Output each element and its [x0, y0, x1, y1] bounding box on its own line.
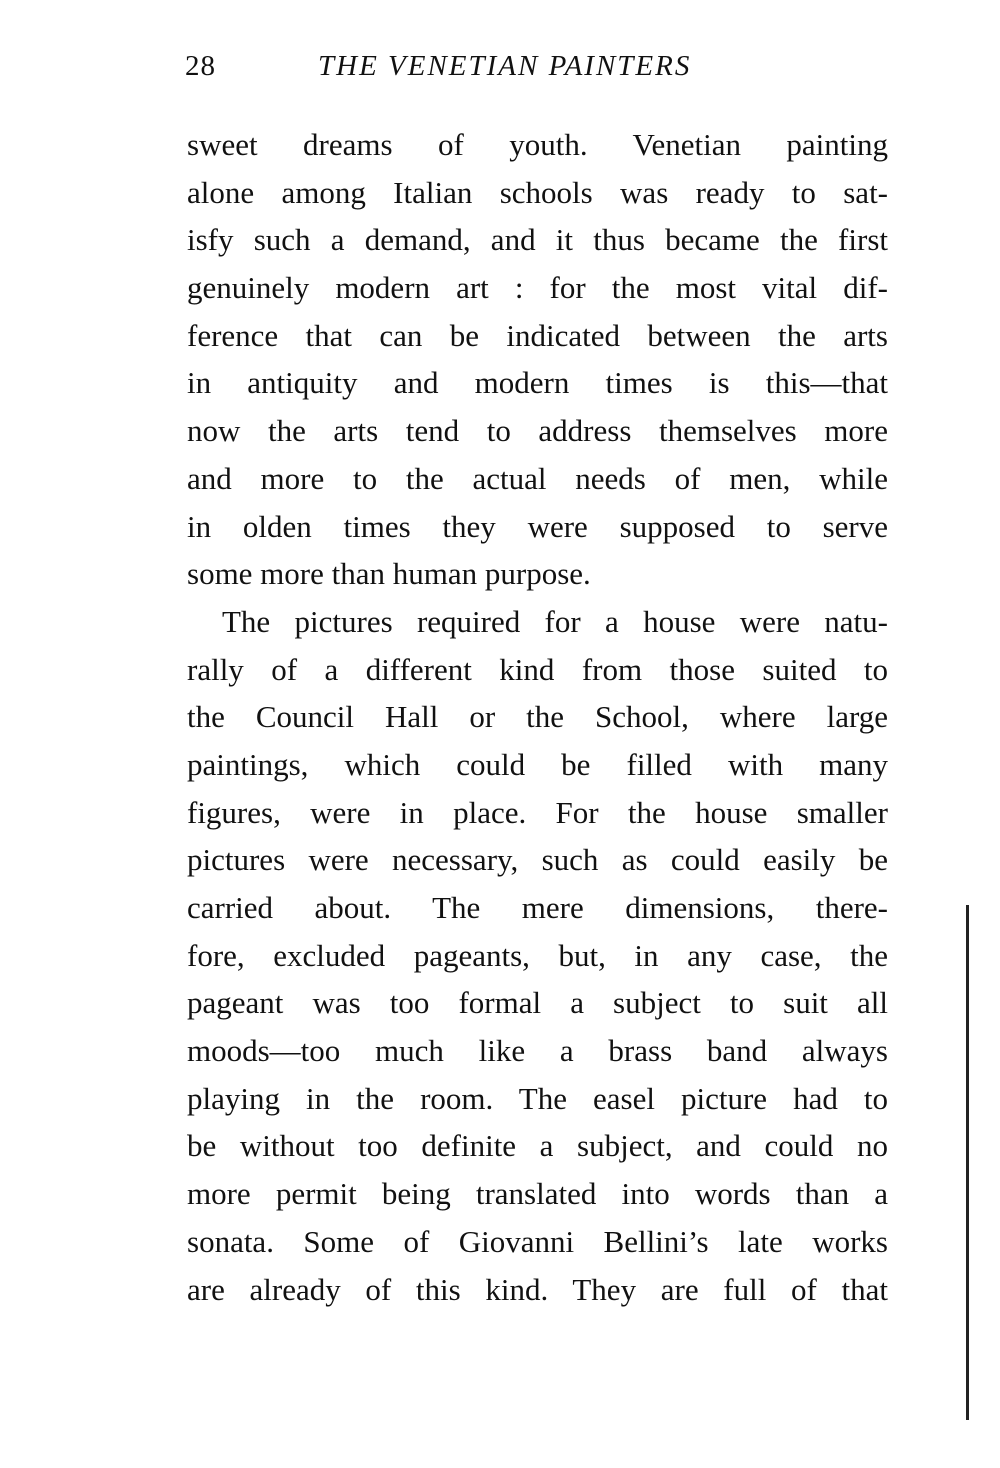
text-line: are already of this kind. They are full of that	[187, 1271, 888, 1307]
text-line: now the arts tend to address themselves more	[187, 413, 888, 449]
text-line: rally of a different kind from those suited to	[187, 651, 888, 687]
text-line: fore, excluded pageants, but, in any case, the	[187, 937, 888, 973]
body-text	[187, 121, 888, 1313]
text-line: and more to the actual needs of men, while	[187, 460, 888, 496]
text-line: moods—too much like a brass band always	[187, 1033, 888, 1069]
text-line: The pictures required for a house were natu-	[222, 603, 888, 639]
page-header	[185, 50, 750, 90]
text-line: be without too definite a subject, and could no	[187, 1128, 888, 1164]
page-number: 28	[185, 50, 216, 82]
text-line: some more than human purpose.	[187, 556, 591, 592]
text-line: sonata. Some of Giovanni Bellini’s late works	[187, 1223, 888, 1259]
text-line: figures, were in place. For the house smaller	[187, 794, 888, 830]
text-line: isfy such a demand, and it thus became the first	[187, 222, 888, 258]
text-line: pageant was too formal a subject to suit all	[187, 985, 888, 1021]
running-title: THE VENETIAN PAINTERS	[318, 50, 692, 82]
text-line: the Council Hall or the School, where large	[187, 699, 888, 735]
text-line: ference that can be indicated between the arts	[187, 317, 888, 353]
text-line: in olden times they were supposed to serve	[187, 508, 888, 544]
text-line: paintings, which could be filled with many	[187, 746, 888, 782]
text-line: genuinely modern art : for the most vital dif-	[187, 270, 888, 306]
text-line: carried about. The mere dimensions, there-	[187, 890, 888, 925]
text-line: in antiquity and modern times is this—that	[187, 365, 888, 401]
text-line: alone among Italian schools was ready to sat-	[187, 174, 888, 210]
text-line: playing in the room. The easel picture had to	[187, 1080, 888, 1116]
text-line: more permit being translated into words than a	[187, 1176, 888, 1212]
text-line: pictures were necessary, such as could easily be	[187, 842, 888, 878]
scan-edge-line	[966, 905, 969, 1420]
text-line: sweet dreams of youth. Venetian painting	[187, 127, 888, 162]
